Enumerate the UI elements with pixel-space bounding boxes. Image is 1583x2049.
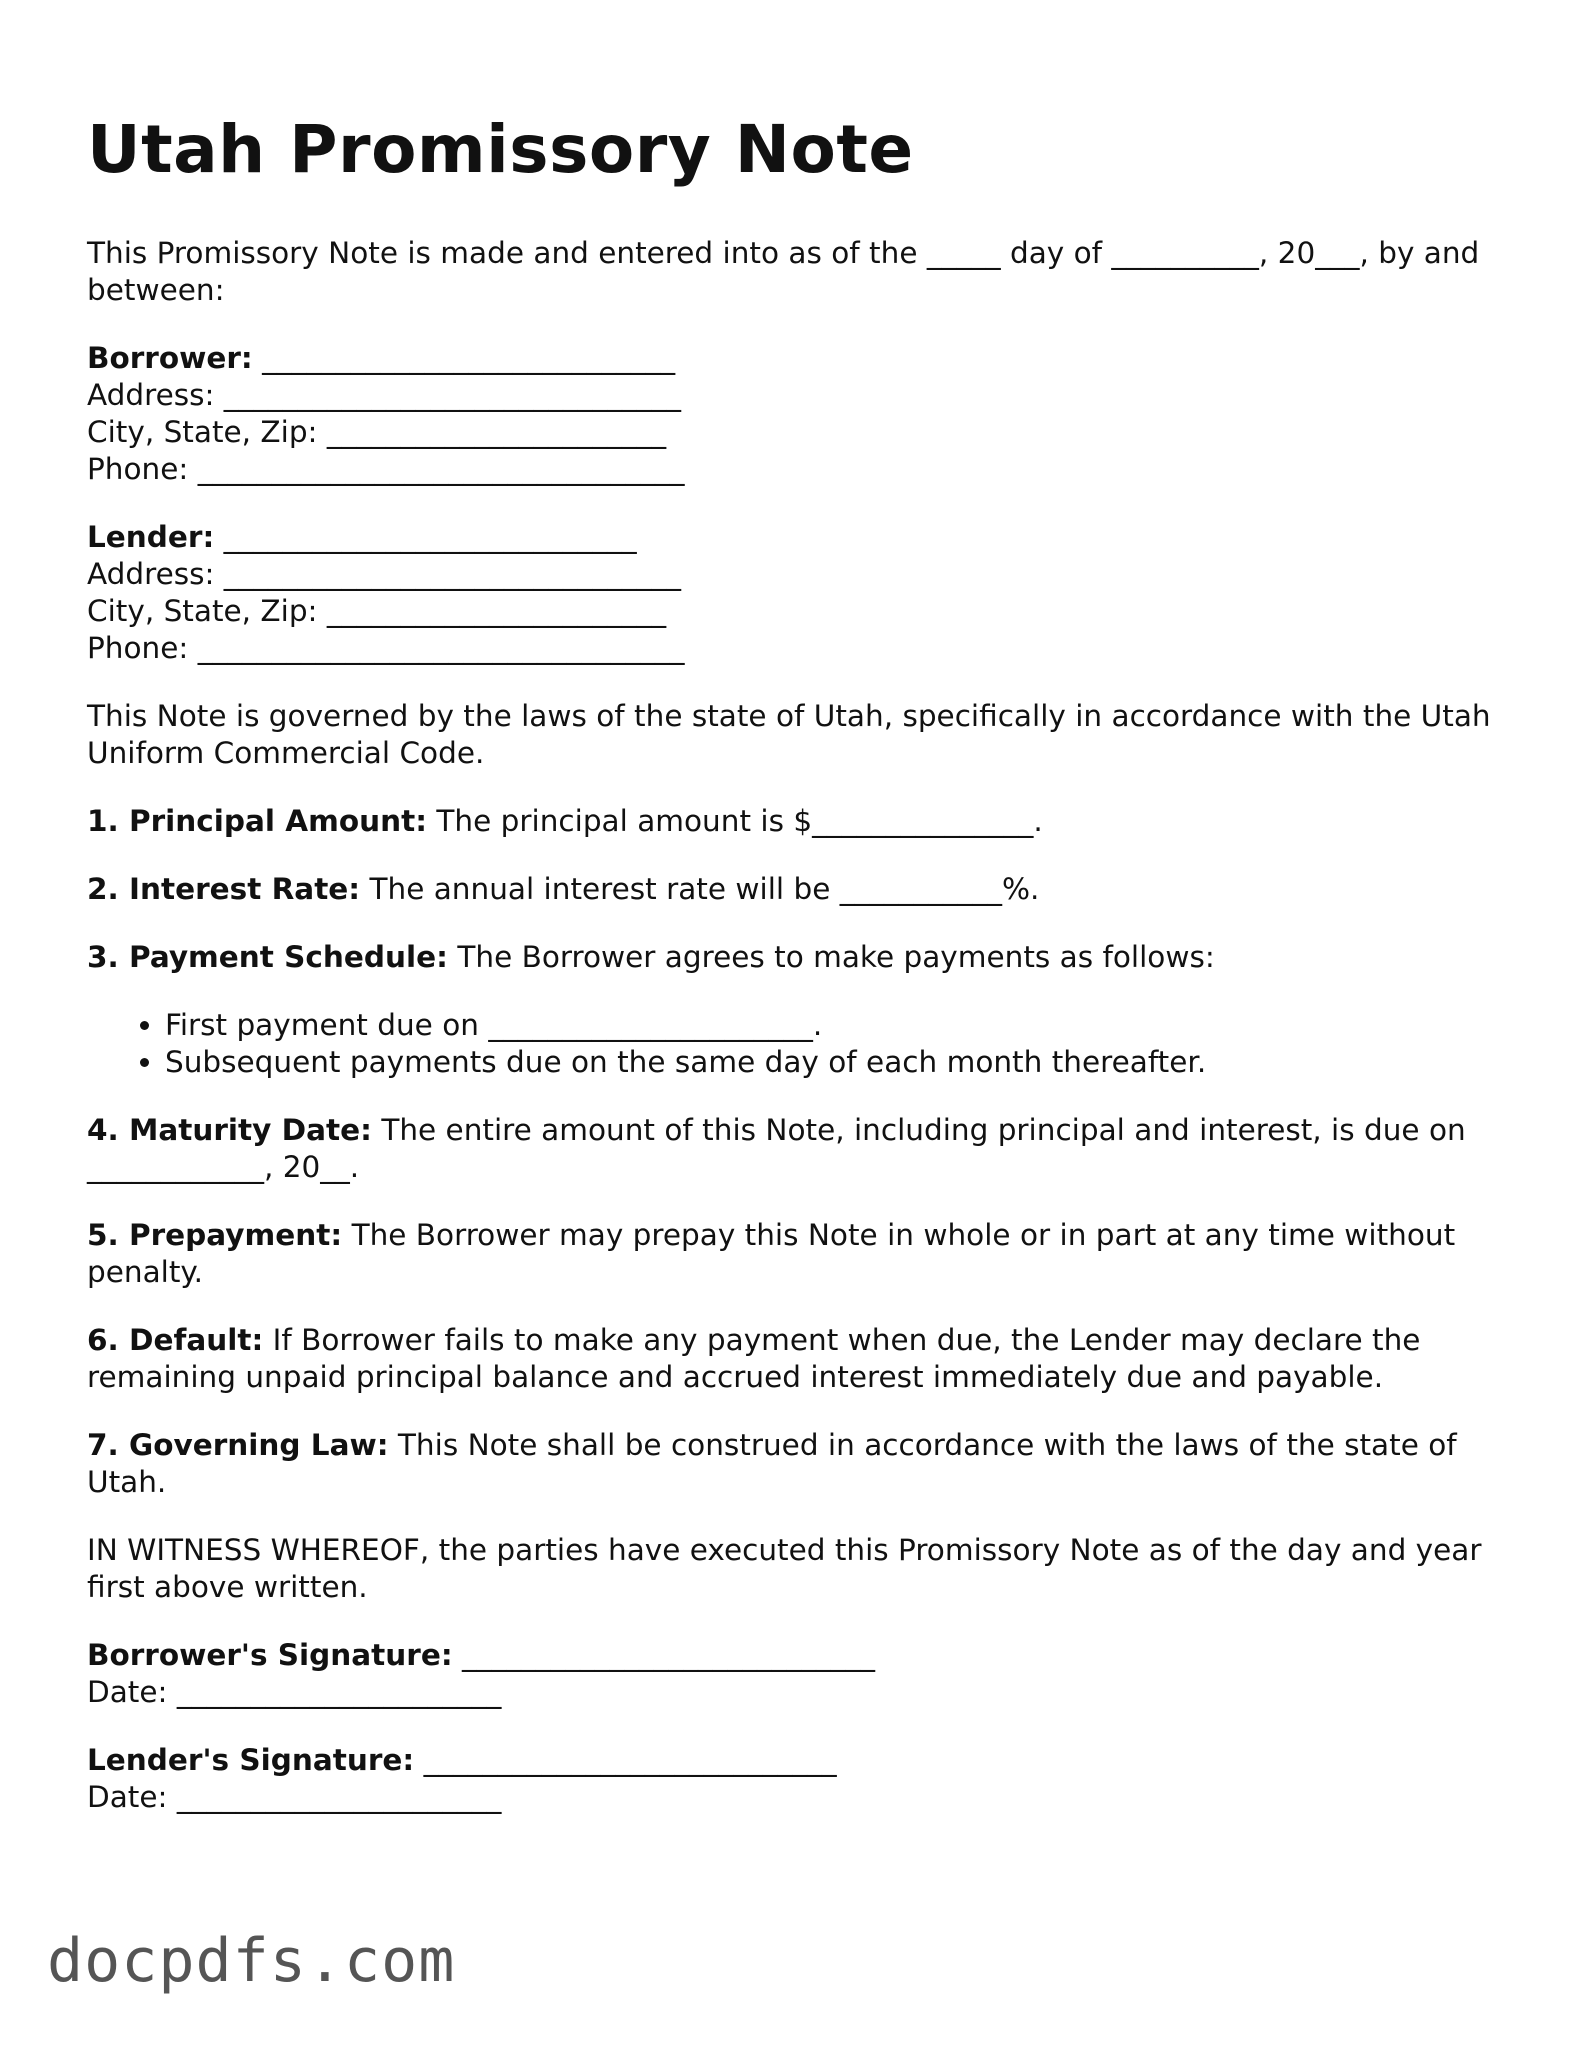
borrower-name-blank: ____________________________ <box>252 341 676 375</box>
witness-paragraph: IN WITNESS WHEREOF, the parties have executed this Promissory Note as of the day and year first above written. <box>87 1533 1482 1604</box>
borrower-signature-blank: ____________________________ <box>452 1638 876 1672</box>
watermark-logo: docpdfs.com <box>47 1926 456 1996</box>
lender-name-line <box>87 519 1507 556</box>
section-text: If Borrower fails to make any payment when due, the Lender may declare the remaining unpaid principal balance and accrued interest immediately due and payable. <box>87 1323 1421 1394</box>
section-maturity-date <box>87 1112 1507 1186</box>
intro-paragraph: This Promissory Note is made and entered into as of the _____ day of __________, 20___, by and between: <box>87 236 1480 307</box>
lender-signature-block <box>87 1742 1507 1816</box>
document-title: Utah Promissory Note <box>87 111 914 188</box>
lender-address: Address: _______________________________ <box>87 557 682 591</box>
section-text: This Note shall be construed in accordance with the laws of the state of Utah. <box>87 1428 1457 1499</box>
borrower-label: Borrower: <box>87 341 253 375</box>
document-page <box>87 108 1507 1847</box>
borrower-phone: Phone: _________________________________ <box>87 452 685 486</box>
borrower-signature-label: Borrower's Signature: <box>87 1638 453 1672</box>
section-heading: 6. Default: <box>87 1323 264 1357</box>
section-heading: 4. Maturity Date: <box>87 1113 372 1147</box>
section-heading: 1. Principal Amount: <box>87 804 428 838</box>
borrower-name-line <box>87 340 1507 377</box>
list-item: • Subsequent payments due on the same day of each month thereafter. <box>165 1044 1507 1081</box>
list-item: • First payment due on ______________________. <box>165 1007 1507 1044</box>
section-governing-law <box>87 1427 1507 1501</box>
section-heading: 2. Interest Rate: <box>87 872 361 906</box>
borrower-signature-date: Date: ______________________ <box>87 1675 502 1709</box>
lender-phone: Phone: _________________________________ <box>87 631 685 665</box>
section-heading: 3. Payment Schedule: <box>87 940 448 974</box>
section-prepayment <box>87 1217 1507 1291</box>
borrower-signature-line <box>87 1637 1507 1674</box>
section-heading: 5. Prepayment: <box>87 1218 343 1252</box>
lender-name-blank: ____________________________ <box>214 520 637 554</box>
section-text: The entire amount of this Note, including principal and interest, is due on ____________, 20__. <box>87 1113 1466 1184</box>
governing-intro-paragraph: This Note is governed by the laws of the state of Utah, specifically in accordance with the Utah Uniform Commercial Code. <box>87 699 1491 770</box>
section-heading: 7. Governing Law: <box>87 1428 389 1462</box>
section-text: The Borrower may prepay this Note in whole or in part at any time without penalty. <box>87 1218 1456 1289</box>
lender-signature-date: Date: ______________________ <box>87 1780 502 1814</box>
section-interest-rate <box>87 871 1507 908</box>
lender-signature-label: Lender's Signature: <box>87 1743 415 1777</box>
section-default <box>87 1322 1507 1396</box>
borrower-block <box>87 340 1507 488</box>
borrower-city-state-zip: City, State, Zip: _______________________ <box>87 415 667 449</box>
payment-schedule-list <box>87 1007 1507 1081</box>
section-text: The principal amount is $_______________. <box>427 804 1043 838</box>
borrower-address: Address: _______________________________ <box>87 378 682 412</box>
borrower-signature-block <box>87 1637 1507 1711</box>
section-payment-schedule <box>87 939 1507 976</box>
section-text: The Borrower agrees to make payments as follows: <box>447 940 1215 974</box>
lender-signature-blank: ____________________________ <box>414 1743 837 1777</box>
section-principal-amount <box>87 803 1507 840</box>
lender-block <box>87 519 1507 667</box>
lender-city-state-zip: City, State, Zip: _______________________ <box>87 594 667 628</box>
lender-signature-line <box>87 1742 1507 1779</box>
section-text: The annual interest rate will be ___________%. <box>360 872 1040 906</box>
lender-label: Lender: <box>87 520 215 554</box>
